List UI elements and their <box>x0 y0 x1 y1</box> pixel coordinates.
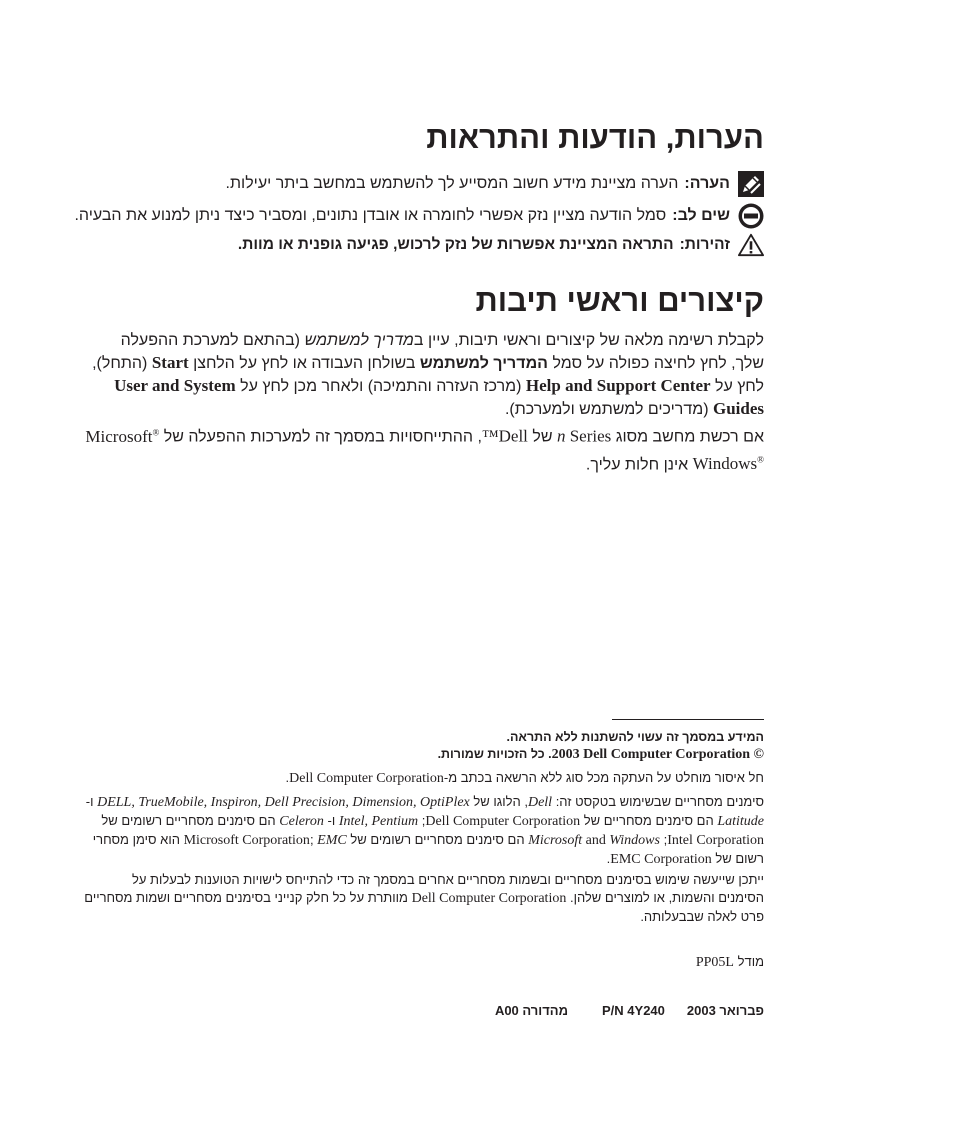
trademark-term: Celeron <box>279 814 324 829</box>
n-italic: n <box>556 426 566 446</box>
info-change-notice: המידע במסמך זה עשוי להשתנות ללא התראה. <box>506 730 764 744</box>
note-text: הערה מציינת מידע חשוב המסייע לך להשתמש במחשב ביתר יעילות. <box>225 175 679 192</box>
text-run: אם רכשת מחשב מסוג <box>611 428 764 446</box>
note-label: הערה: <box>684 175 730 192</box>
caution-triangle-icon <box>738 232 764 258</box>
text-run: , ההתייחסויות במסמך זה למערכות ההפעלה של <box>159 428 482 446</box>
series-word: Series <box>565 426 612 446</box>
text-run: ; <box>418 813 426 828</box>
ms-windows-term <box>528 833 660 848</box>
copyright-holder: 2003 Dell Computer Corporation © <box>551 747 764 762</box>
start-term: Start <box>151 353 189 372</box>
print-date: פברואר 2003 <box>686 1003 764 1018</box>
text-run: ; <box>659 832 668 847</box>
part-number: P/N 4Y240 <box>602 1003 665 1018</box>
text-run: ו- <box>85 794 98 809</box>
text-run: (התחל), לחץ על <box>92 355 764 395</box>
user-system-guides-term: User and System Guides <box>114 376 764 418</box>
windows-word: Windows <box>692 454 758 474</box>
notice-label: שים לב: <box>672 207 730 224</box>
n-series-paragraph <box>84 421 764 476</box>
text-run: . <box>606 851 611 866</box>
help-support-term: Help and Support Center <box>525 376 711 395</box>
text-run: (בהתאם למערכת ההפעלה שלך, לחץ לחיצה כפולה על סמל <box>120 332 764 372</box>
text-run: אינן חלות עליך. <box>585 456 693 474</box>
registered-mark: ® <box>152 427 160 437</box>
text-run: ייתכן שייעשה שימוש בסימנים מסחריים ובשמות מסחריים אחרים במסמך זה כדי להתייחס לישויות הטוענות לבעלות על הסימנים והשמות, או למוצרים שלהן. <box>131 872 764 905</box>
notice-row <box>74 203 764 229</box>
text-run: (מרכז העזרה והתמיכה) ולאחר מכן לחץ על <box>235 378 526 395</box>
text-run: מוותרת על כל חלק קנייני בסימנים מסחריים ושמות מסחריים פרט לאלה שבבעלותה. <box>84 890 764 924</box>
windows-term <box>693 454 764 473</box>
text-run: של <box>527 428 557 446</box>
notice-icon <box>738 203 764 229</box>
text-run: הם סימנים מסחריים רשומים של <box>346 832 529 847</box>
text-run: (מדריכים למשתמש ולמערכת). <box>504 401 713 418</box>
text-run: הם סימנים מסחריים של <box>580 813 718 828</box>
text-run: לקבלת רשימה מלאה של קיצורים וראשי תיבות, עיין ב <box>413 332 764 349</box>
text-run: ו- <box>323 813 339 828</box>
user-guide-bold: המדריך למשתמש <box>419 355 548 372</box>
footer-divider <box>612 719 764 720</box>
n-series-term <box>557 427 611 446</box>
company-name: Microsoft Corporation <box>183 833 310 848</box>
notice-text: סמל הודעה מציין נזק אפשרי לחומרה או אובדן נתונים, ומסביר כיצד ניתן למנוע את הבעיה. <box>74 207 667 224</box>
note-row <box>226 171 764 197</box>
reproduction-notice <box>84 769 764 788</box>
caution-label: זהירות: <box>679 236 730 253</box>
abbreviations-paragraph <box>84 330 764 421</box>
company-name: Intel Corporation <box>667 833 764 848</box>
text-run: . כל הזכויות שמורות. <box>437 747 552 761</box>
trademark-term: EMC <box>317 833 347 848</box>
copyright-line <box>84 745 764 764</box>
revision: מהדורה A00 <box>494 1003 569 1018</box>
text-run: , הלוגו של <box>469 794 528 809</box>
text-run: חל איסור מוחלט על העתקה מכל סוג ללא הרשאה בכתב מ- <box>443 770 764 785</box>
company-name: EMC Corporation <box>610 852 712 867</box>
user-guide-italic: מדריך למשתמש <box>304 332 414 349</box>
registered-mark: ® <box>757 454 764 465</box>
section-title-notes: הערות, הודעות והתראות <box>426 120 764 155</box>
other-trademarks-paragraph <box>84 871 764 926</box>
caution-text: התראה המציינת אפשרות של נזק לרכוש, פגיעה גופנית או מוות. <box>237 236 674 253</box>
text-run: סימנים מסחריים שבשימוש בטקסט זה: <box>552 794 764 809</box>
model-label: מודל <box>733 954 764 969</box>
trademark-term: Microsoft <box>528 833 583 848</box>
dell-term: Dell™ <box>481 426 528 446</box>
print-info <box>495 1003 764 1018</box>
model-line <box>84 953 764 972</box>
trademarks-paragraph <box>84 793 764 869</box>
company-name: Dell Computer Corporation <box>289 771 444 786</box>
trademark-term: Dell <box>527 795 553 810</box>
microsoft-term <box>85 427 159 446</box>
trademark-term: Windows <box>609 833 660 848</box>
trademark-term: Latitude <box>717 814 764 829</box>
text-run: and <box>582 833 610 848</box>
caution-row <box>238 232 764 258</box>
text-run: הוא סימן מסחרי רשום של <box>92 832 764 866</box>
company-name: Dell Computer Corporation <box>411 891 567 906</box>
text-run: ; <box>309 832 318 847</box>
text-run: בשולחן העבודה או לחץ על הלחצן <box>188 355 420 372</box>
note-pencil-icon <box>738 171 764 197</box>
section-title-abbreviations: קיצורים וראשי תיבות <box>475 283 764 318</box>
text-run: . <box>285 770 290 785</box>
text-run: הם סימנים מסחריים רשומים של <box>101 813 280 828</box>
model-value: PP05L <box>695 955 734 970</box>
trademark-term: Intel, Pentium <box>338 814 419 829</box>
trademark-term: DELL, TrueMobile, Inspiron, Dell Precision, Dimension, OptiPlex <box>97 795 470 810</box>
company-name: Dell Computer Corporation <box>425 814 581 829</box>
microsoft-word: Microsoft <box>85 426 153 446</box>
